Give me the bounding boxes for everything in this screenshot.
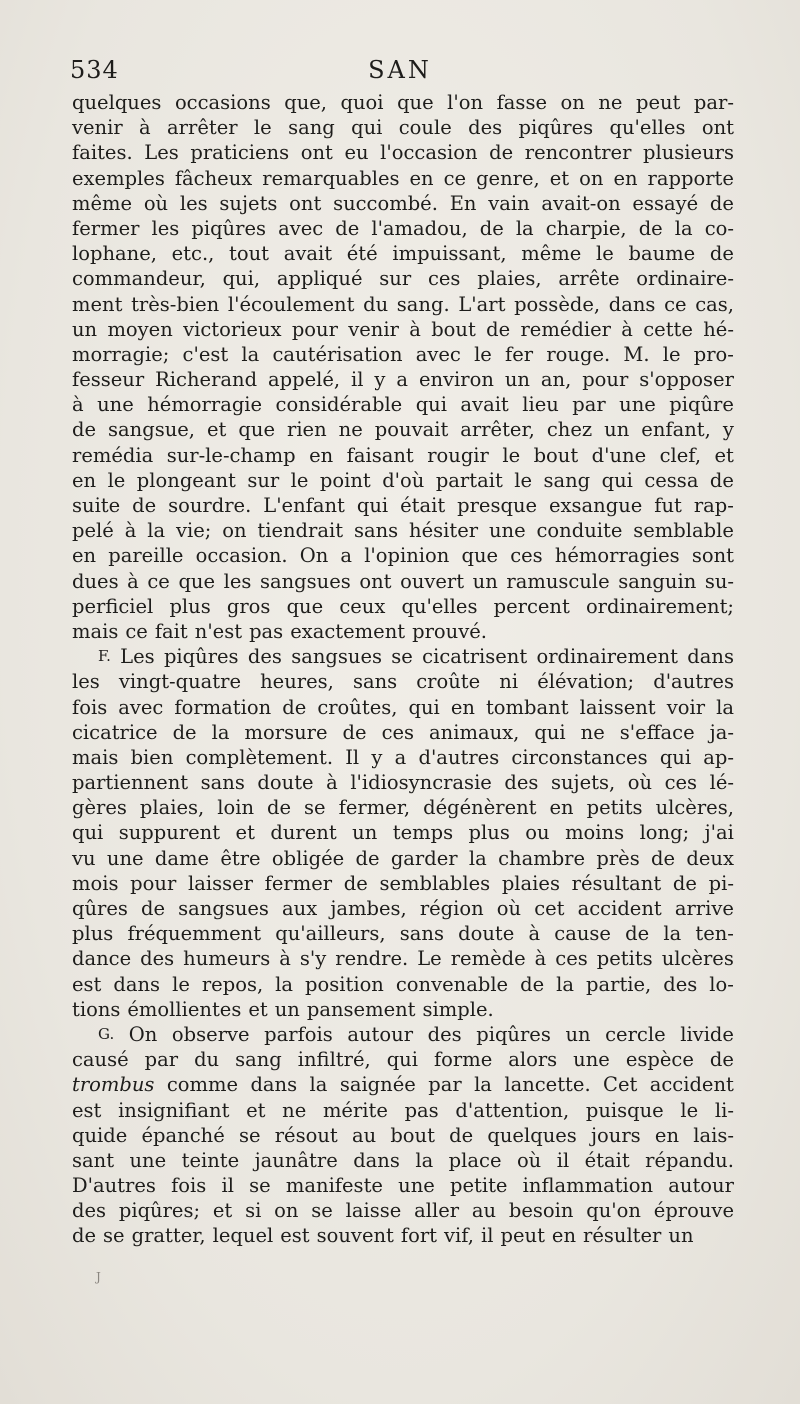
paragraph	[72, 1022, 734, 1249]
text-line: fesseur Richerand appelé, il y a environ un an, pour s'opposer	[72, 368, 734, 392]
text-line: D'autres fois il se manifeste une petite inflammation autour	[72, 1174, 734, 1198]
text-line: dance des humeurs à s'y rendre. Le remède à ces petits ulcères	[72, 947, 734, 971]
text-line: pelé à la vie; on tiendrait sans hésiter une conduite semblable	[72, 519, 734, 543]
text-line: perficiel plus gros que ceux qu'elles percent ordinairement;	[72, 594, 734, 618]
text-line: un moyen victorieux pour venir à bout de remédier à cette hé-	[72, 317, 734, 341]
running-head: SAN	[368, 56, 432, 84]
signature-mark: J	[96, 1270, 101, 1284]
text-line: plus fréquemment qu'ailleurs, sans doute à cause de la ten-	[72, 922, 734, 946]
text-line: mais ce fait n'est pas exactement prouvé.	[72, 619, 487, 643]
text-line: quide épanché se résout au bout de quelques jours en lais-	[72, 1123, 734, 1147]
text-line: en le plongeant sur le point d'où partait le sang qui cessa de	[72, 468, 734, 492]
text-line: de se gratter, lequel est souvent fort vif, il peut en résulter un	[72, 1224, 694, 1248]
text-line: à une hémorragie considérable qui avait lieu par une piqûre	[72, 393, 734, 417]
text-line: remédia sur-le-champ en faisant rougir le bout d'une clef, et	[72, 443, 734, 467]
text-line: exemples fâcheux remarquables en ce genre, et on en rapporte	[72, 166, 734, 190]
text-line: cicatrice de la morsure de ces animaux, qui ne s'efface ja-	[72, 720, 734, 744]
text-line: commandeur, qui, appliqué sur ces plaies, arrête ordinaire-	[72, 267, 734, 291]
page-header	[70, 56, 730, 92]
text-line: morragie; c'est la cautérisation avec le fer rouge. M. le pro-	[72, 342, 734, 366]
paragraph	[72, 90, 734, 644]
text-line: est dans le repos, la position convenable de la partie, des lo-	[72, 972, 734, 996]
text-line: faites. Les praticiens ont eu l'occasion de rencontrer plusieurs	[72, 141, 734, 165]
text-line: gères plaies, loin de se fermer, dégénèrent en petits ulcères,	[72, 796, 734, 820]
text-line: mois pour laisser fermer de semblables plaies résultant de pi-	[72, 871, 734, 895]
text-line: causé par du sang infiltré, qui forme alors une espèce de	[72, 1048, 734, 1072]
text-line: tions émollientes et un pansement simple.	[72, 997, 494, 1021]
text-line: sant une teinte jaunâtre dans la place où il était répandu.	[72, 1148, 734, 1172]
text-line: mais bien complètement. Il y a d'autres circonstances qui ap-	[72, 745, 734, 769]
section-marker: F.	[98, 647, 111, 666]
text-line: ment très-bien l'écoulement du sang. L'art possède, dans ce cas,	[72, 292, 734, 316]
text-line: des piqûres; et si on se laisse aller au besoin qu'on éprouve	[72, 1199, 734, 1223]
text-line: qûres de sangsues aux jambes, région où cet accident arrive	[72, 897, 734, 920]
text-line: est insignifiant et ne mérite pas d'attention, puisque le li-	[72, 1098, 734, 1122]
text-line: lophane, etc., tout avait été impuissant, même le baume de	[72, 242, 734, 266]
text-line: G. On observe parfois autour des piqûres un cercle livide	[98, 1022, 734, 1046]
text-line: qui suppurent et durent un temps plus ou moins long; j'ai	[72, 821, 734, 845]
page-number: 534	[70, 56, 119, 84]
text-line: en pareille occasion. On a l'opinion que ces hémorragies sont	[72, 544, 734, 568]
text-line: fermer les piqûres avec de l'amadou, de la charpie, de la co-	[72, 216, 734, 240]
text-line: venir à arrêter le sang qui coule des piqûres qu'elles ont	[72, 116, 734, 140]
text-line: F. Les piqûres des sangsues se cicatrisent ordinairement dans	[98, 645, 734, 669]
text-line: même où les sujets ont succombé. En vain avait-on essayé de	[72, 191, 734, 215]
text-line: vu une dame être obligée de garder la chambre près de deux	[72, 846, 734, 870]
text-line: suite de sourdre. L'enfant qui était presque exsangue fut rap-	[72, 494, 734, 517]
text-line: trombus comme dans la saignée par la lancette. Cet accident	[72, 1073, 734, 1097]
text-line: de sangsue, et que rien ne pouvait arrêter, chez un enfant, y	[72, 418, 734, 442]
text-line: quelques occasions que, quoi que l'on fasse on ne peut par-	[72, 91, 734, 114]
body-text	[72, 90, 734, 1249]
text-line: les vingt-quatre heures, sans croûte ni élévation; d'autres	[72, 670, 734, 694]
text-line: dues à ce que les sangsues ont ouvert un ramuscule sanguin su-	[72, 569, 734, 593]
text-line: fois avec formation de croûtes, qui en tombant laissent voir la	[72, 695, 734, 719]
section-marker: G.	[98, 1024, 115, 1043]
text-line: partiennent sans doute à l'idiosyncrasie des sujets, où ces lé-	[72, 771, 734, 795]
paragraph	[72, 644, 734, 1022]
